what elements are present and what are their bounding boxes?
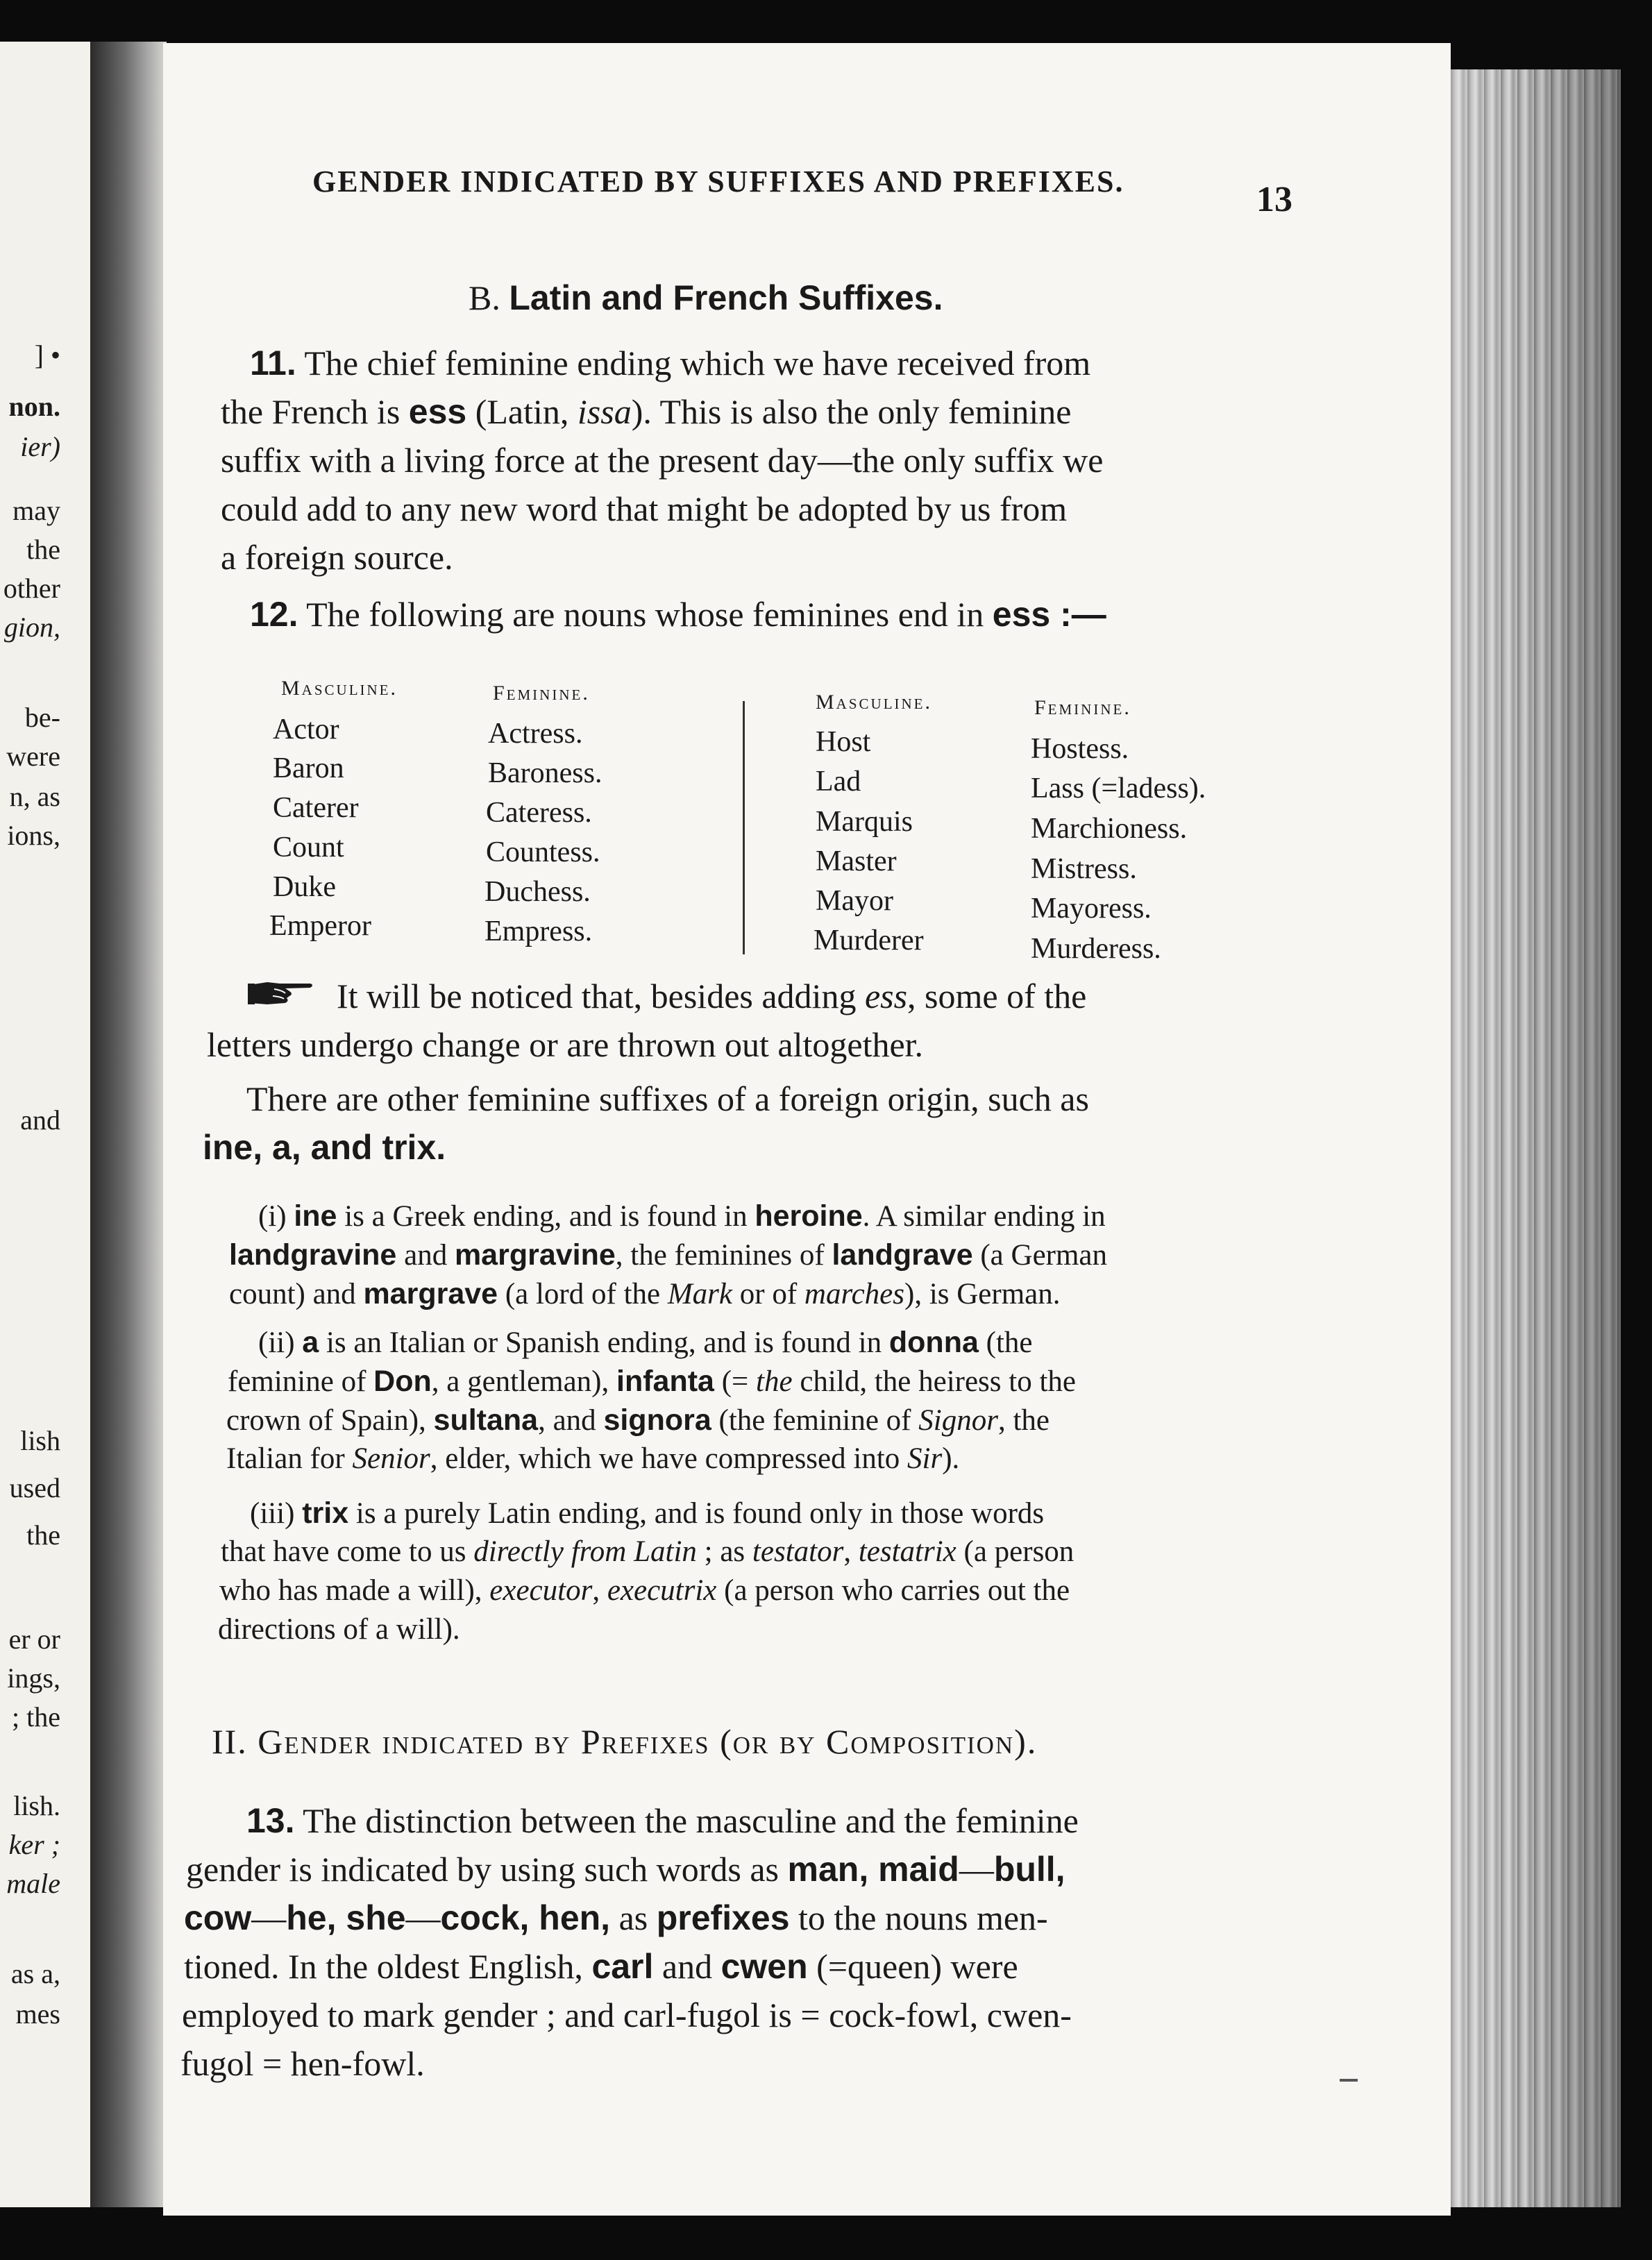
- book-gutter: [90, 42, 167, 2207]
- para-text: The following are nouns whose feminines end in: [306, 595, 993, 634]
- column-header: Feminine.: [1034, 696, 1131, 719]
- bold-term: margrave: [363, 1277, 498, 1310]
- left-fragment: as a,: [10, 1958, 60, 1989]
- left-fragment: were: [6, 741, 60, 772]
- section-heading: [469, 278, 943, 318]
- bold-term: sultana: [433, 1403, 539, 1437]
- note-line2: letters undergo change or are thrown out altogether.: [207, 1025, 924, 1064]
- left-fragment: ings,: [7, 1662, 60, 1694]
- para-text: as: [610, 1898, 657, 1937]
- para-text: . A similar ending in: [862, 1200, 1106, 1233]
- para-text: The distinction between the masculine and the feminine: [294, 1801, 1079, 1840]
- item-i-line2: [229, 1236, 1107, 1275]
- para-text: ,: [592, 1574, 607, 1607]
- item-ii-line1: [258, 1323, 1032, 1363]
- para11-line4: could add to any new word that might be adopted by us from: [221, 489, 1068, 528]
- other-suffixes-line2: [203, 1123, 446, 1172]
- item-iii-line4: directions of a will).: [218, 1613, 460, 1646]
- para-text: (Latin,: [466, 392, 578, 431]
- para-text: that have come to us: [221, 1535, 474, 1568]
- para13-line5: employed to mark gender ; and carl-fugol is = cock-fowl, cwen-: [182, 1996, 1072, 2034]
- para13-line1: [246, 1796, 1079, 1845]
- note-line1: [337, 972, 1086, 1020]
- bold-term: he, she: [286, 1898, 406, 1937]
- italic-term: the: [756, 1365, 793, 1398]
- para-text: tioned. In the oldest English,: [184, 1947, 592, 1986]
- item-iii-line3: [219, 1571, 1070, 1610]
- left-fragment: and: [20, 1104, 60, 1136]
- italic-term: executor: [489, 1574, 593, 1607]
- table-cell: Count: [273, 832, 344, 863]
- left-fragment: mes: [15, 1998, 60, 2030]
- left-fragment: ions,: [7, 820, 60, 851]
- table-cell: Actor: [273, 714, 339, 745]
- left-fragment: used: [9, 1472, 60, 1503]
- para-text: (the feminine of: [711, 1404, 919, 1437]
- table-cell: Empress.: [484, 916, 593, 947]
- para11-line1: [250, 339, 1090, 387]
- left-fragment: ] •: [34, 339, 60, 371]
- para-text: is a Greek ending, and is found in: [337, 1200, 755, 1233]
- para-text: ; as: [696, 1535, 752, 1568]
- bold-term: a: [302, 1326, 319, 1359]
- italic-term: Sir: [907, 1442, 943, 1475]
- item-ii-line3: [226, 1401, 1050, 1440]
- table-cell: Lass (=ladess).: [1031, 773, 1206, 804]
- para-text: gender is indicated by using such words as: [186, 1850, 788, 1889]
- italic-term: Senior: [352, 1442, 430, 1475]
- page-number: 13: [1256, 180, 1292, 219]
- left-fragment: lish.: [13, 1790, 60, 1821]
- left-fragment: lish: [20, 1425, 60, 1456]
- para-text: (=: [714, 1365, 757, 1398]
- para-text: ), is German.: [904, 1278, 1061, 1310]
- item-label: (ii): [258, 1326, 303, 1359]
- bold-term: trix: [302, 1496, 349, 1530]
- table-cell: Duke: [273, 871, 336, 903]
- table-cell: Baroness.: [488, 757, 602, 789]
- para-text: ,: [843, 1535, 859, 1568]
- italic-term: marches: [804, 1278, 904, 1310]
- bold-term: bull,: [993, 1850, 1065, 1889]
- para13-line4: [184, 1942, 1018, 1991]
- para-text: .: [436, 1128, 446, 1167]
- para-text: crown of Spain),: [226, 1404, 434, 1437]
- table-cell: Marchioness.: [1031, 813, 1188, 845]
- para-text: (=queen) were: [807, 1947, 1018, 1986]
- table-cell: Actress.: [488, 718, 583, 750]
- table-cell: Cateress.: [486, 797, 592, 829]
- bold-term: infanta: [616, 1365, 714, 1398]
- table-cell: Marquis: [816, 806, 913, 838]
- para-text: —: [959, 1850, 994, 1889]
- para-text: Italian for: [226, 1442, 353, 1475]
- table-cell: Murderer: [814, 925, 924, 956]
- para-text: ).: [942, 1442, 960, 1475]
- left-fragment: gion,: [3, 612, 60, 643]
- item-label: (i): [258, 1200, 294, 1233]
- left-fragment: ; the: [12, 1701, 60, 1732]
- item-i-line3: [229, 1274, 1061, 1314]
- left-fragment: other: [3, 573, 60, 604]
- italic-term: issa: [577, 392, 632, 431]
- italic-term: testatrix: [858, 1535, 956, 1568]
- print-mark: [1340, 2079, 1358, 2082]
- left-fragment: the: [26, 1519, 60, 1551]
- para-number: 13.: [246, 1801, 295, 1840]
- para-text: count) and: [229, 1278, 364, 1310]
- para-text: , some of the: [907, 977, 1087, 1015]
- left-fragment: er or: [8, 1624, 60, 1655]
- pointing-hand-icon: [246, 975, 316, 1010]
- para-text: ,: [253, 1128, 273, 1167]
- item-ii-line4: [226, 1440, 959, 1478]
- italic-term: directly from Latin: [473, 1535, 697, 1568]
- item-i-line1: [258, 1197, 1106, 1236]
- para-text: child, the heiress to the: [792, 1365, 1076, 1398]
- left-fragment: be-: [24, 702, 60, 733]
- para-text: the French is: [221, 392, 409, 431]
- table-cell: Baron: [273, 752, 344, 784]
- column-header: Masculine.: [816, 691, 933, 714]
- para-text: It will be noticed that, besides adding: [337, 977, 865, 1015]
- table-cell: Hostess.: [1031, 733, 1129, 765]
- bold-term: ess: [408, 392, 467, 431]
- page-edge-shade: [1451, 69, 1621, 2207]
- section-title: Latin and French Suffixes.: [509, 278, 943, 317]
- para-text: (a person who carries out the: [716, 1574, 1070, 1607]
- para-text: —: [251, 1898, 287, 1937]
- table-cell: Mayoress.: [1031, 893, 1152, 925]
- para-text: (the: [978, 1326, 1033, 1359]
- bold-term: ine: [203, 1128, 253, 1167]
- para11-line5: a foreign source.: [221, 538, 453, 577]
- bold-term: Don: [373, 1365, 432, 1398]
- para-text: (a German: [972, 1239, 1108, 1272]
- bold-term: ess :—: [992, 595, 1106, 634]
- table-cell: Mayor: [816, 885, 893, 917]
- para-text: is a purely Latin ending, and is found only in those words: [348, 1497, 1045, 1530]
- running-head: GENDER INDICATED BY SUFFIXES AND PREFIXES.: [312, 165, 1124, 199]
- bold-term: cwen: [720, 1947, 808, 1986]
- section-letter: B.: [469, 278, 500, 317]
- para-text: who has made a will),: [219, 1574, 490, 1607]
- para13-line6: fugol = hen-fowl.: [180, 2044, 425, 2083]
- para-text: , elder, which we have compressed into: [430, 1442, 908, 1475]
- para-text: , and: [538, 1404, 604, 1437]
- para-text: and: [653, 1947, 721, 1986]
- left-fragment: ier): [20, 431, 60, 462]
- bold-term: cow: [184, 1898, 252, 1937]
- bold-term: carl: [591, 1947, 654, 1986]
- para-text: ). This is also the only feminine: [631, 392, 1072, 431]
- table-cell: Countess.: [486, 836, 600, 868]
- bold-term: prefixes: [656, 1898, 790, 1937]
- bold-term: trix: [382, 1128, 437, 1167]
- para-text: , the: [997, 1404, 1050, 1437]
- italic-term: executrix: [607, 1574, 717, 1607]
- item-iii-line2: [221, 1533, 1074, 1571]
- para-text: , a gentleman),: [431, 1365, 617, 1398]
- para-number: 12.: [250, 595, 298, 634]
- italic-term: Mark: [667, 1278, 732, 1310]
- table-cell: Emperor: [269, 910, 371, 942]
- para-text: to the nouns men-: [789, 1898, 1048, 1937]
- item-ii-line2: [228, 1362, 1076, 1401]
- item-iii-line1: [250, 1494, 1044, 1533]
- bold-term: a: [272, 1128, 292, 1167]
- bold-term: margravine: [454, 1238, 616, 1272]
- bold-term: signora: [603, 1403, 711, 1437]
- para-text: and: [396, 1239, 455, 1272]
- para11-line3: suffix with a living force at the present day—the only suffix we: [221, 441, 1104, 480]
- bold-term: heroine: [755, 1199, 863, 1233]
- italic-term: Signor: [918, 1404, 998, 1437]
- para13-line3: [184, 1894, 1048, 1942]
- bold-term: donna: [888, 1326, 979, 1359]
- table-cell: Murderess.: [1031, 933, 1161, 965]
- table-cell: Caterer: [273, 792, 359, 824]
- table-cell: Duchess.: [484, 876, 591, 908]
- table-cell: Lad: [816, 766, 861, 798]
- para12: [250, 590, 1106, 639]
- italic-term: ess: [864, 977, 908, 1015]
- italic-term: testator: [752, 1535, 844, 1568]
- table-cell: Host: [816, 726, 871, 758]
- para-number: 11.: [250, 344, 296, 382]
- column-divider: [743, 701, 745, 954]
- left-fragment: male: [6, 1868, 60, 1899]
- column-header: Feminine.: [493, 682, 590, 705]
- para-text: feminine of: [228, 1365, 374, 1398]
- para-text: or of: [732, 1278, 804, 1310]
- para13-line2: [186, 1845, 1065, 1894]
- table-cell: Master: [816, 845, 897, 877]
- part-two-heading: II. Gender indicated by Prefixes (or by Composition).: [212, 1722, 1038, 1761]
- bold-term: man, maid: [787, 1850, 959, 1889]
- other-suffixes-line1: There are other feminine suffixes of a foreign origin, such as: [246, 1079, 1089, 1118]
- para-text: (a person: [956, 1535, 1074, 1568]
- bold-term: landgrave: [832, 1238, 973, 1272]
- para-text: (a lord of the: [498, 1278, 668, 1310]
- para-text: is an Italian or Spanish ending, and is found in: [319, 1326, 889, 1359]
- bold-term: cock, hen,: [440, 1898, 611, 1937]
- left-fragment: non.: [8, 391, 60, 422]
- para-text: The chief feminine ending which we have received from: [304, 344, 1091, 382]
- para-text: —: [405, 1898, 441, 1937]
- para11-line2: [221, 387, 1071, 436]
- left-fragment: the: [26, 534, 60, 565]
- left-fragment: n, as: [9, 781, 60, 812]
- left-fragment: ker ;: [8, 1829, 60, 1860]
- left-fragment: may: [12, 495, 60, 526]
- para-text: , the feminines of: [615, 1239, 832, 1272]
- table-cell: Mistress.: [1031, 853, 1137, 885]
- bold-term: landgravine: [229, 1238, 397, 1272]
- item-label: (iii): [250, 1497, 303, 1530]
- column-header: Masculine.: [281, 677, 398, 700]
- bold-term: ine: [294, 1199, 337, 1233]
- para-text: , and: [291, 1128, 382, 1167]
